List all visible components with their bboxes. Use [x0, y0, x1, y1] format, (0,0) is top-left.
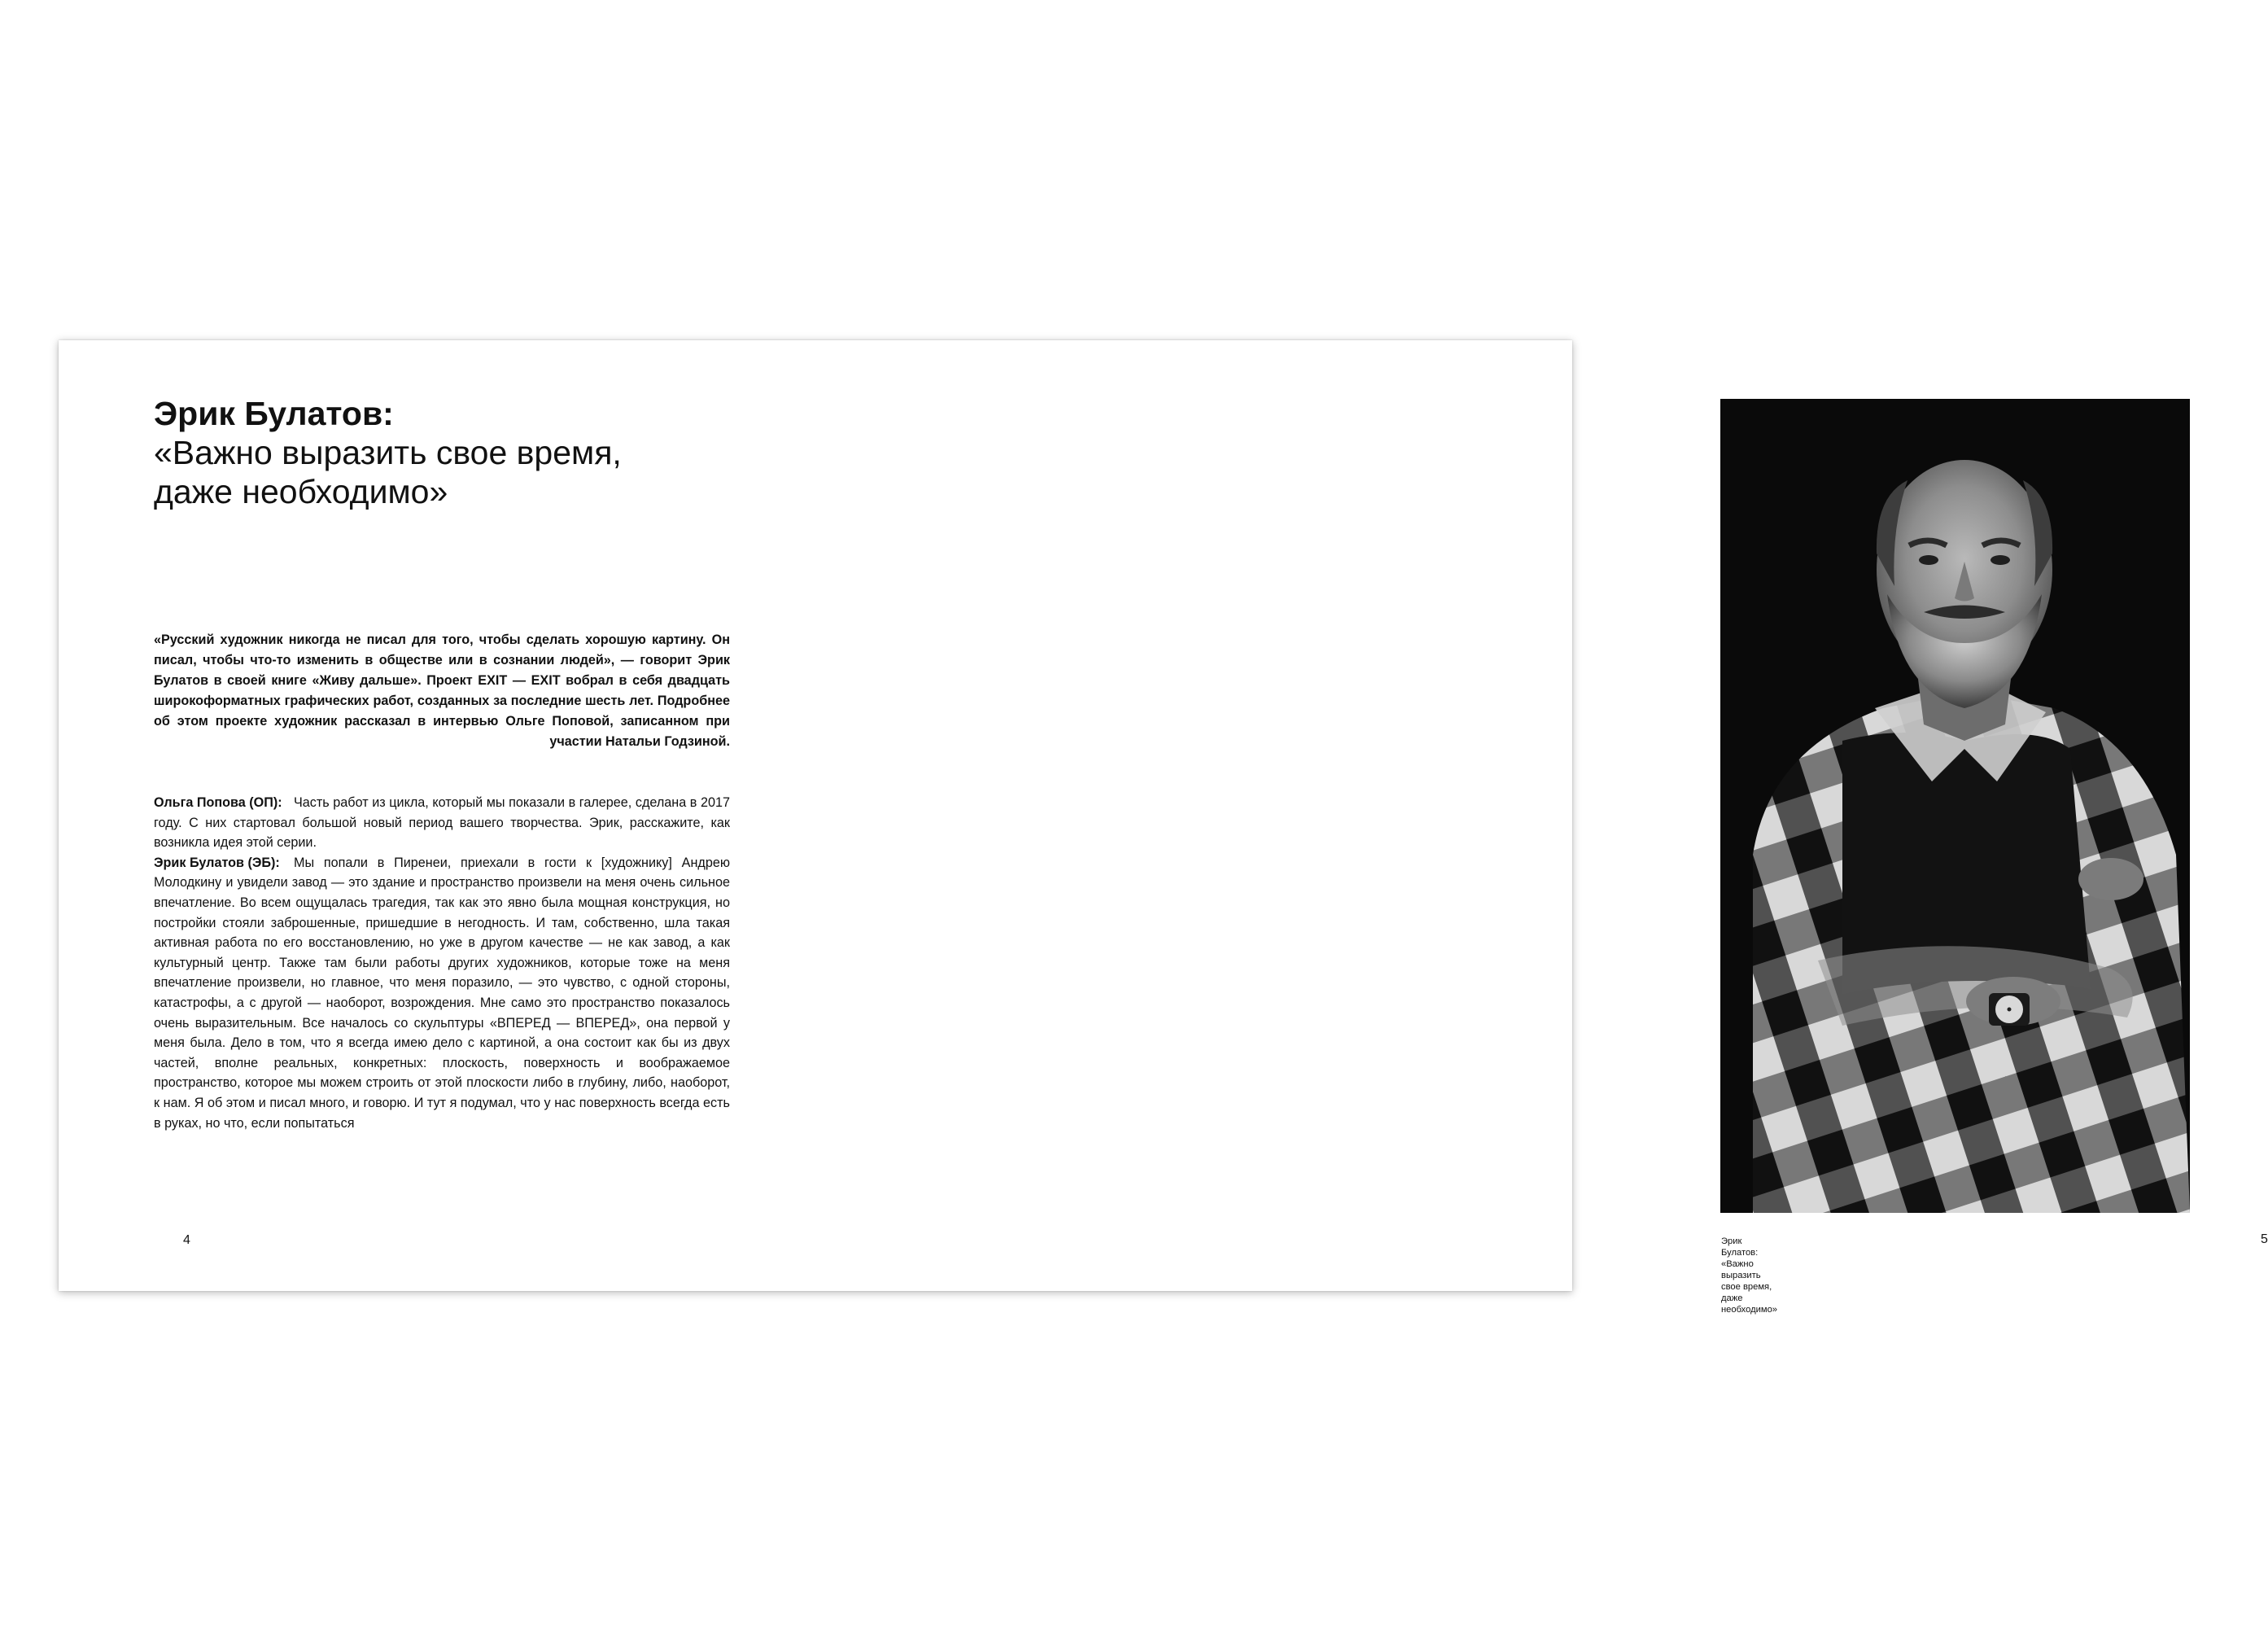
title-quote-line-1: «Важно выразить свое время, — [154, 434, 622, 471]
portrait-photo-icon — [1720, 399, 2190, 1213]
dialog-turn — [154, 793, 730, 853]
title-quote-line-2: даже необходимо» — [154, 473, 448, 510]
left-page — [59, 340, 815, 1291]
speech-text: Часть работ из цикла, который мы показали в галерее, сделана в 2017 году. С них стартовал большой новый период вашего творчества. Эрик, расскажите, как возникла идея этой серии. — [154, 795, 730, 851]
interview-dialog — [154, 793, 730, 1133]
lead-paragraph: «Русский художник никогда не писал для того, чтобы сделать хорошую картину. Он писал, чтобы что-то изменить в обществе или в сознании людей», — говорит Эрик Булатов в своей книге «Живу дальше». Проект EXIT — EXIT вобрал в себя двадцать широкоформатных графических работ, созданных за последние шесть лет. Подробнее об этом проекте художник рассказал в интервью Ольге Поповой, записанном при участии Натальи Годзиной. — [154, 632, 730, 749]
title-name: Эрик Булатов: — [154, 395, 394, 432]
dialog-turn — [154, 853, 730, 1133]
book-spread — [59, 340, 2268, 1315]
portrait-photo — [1720, 399, 2190, 1213]
page-number-left: 4 — [183, 1233, 190, 1247]
right-page — [815, 340, 2268, 1315]
speech-text: Мы попали в Пиренеи, приехали в гости к [художнику] Андрею Молодкину и увидели завод — это здание и пространство произвели на меня очень сильное впечатление. Во всем ощущалась трагедия, так как это явно была мощная конструкция, но постройки стояли заброшенные, пришедшие в негодность. И там, собственно, шла такая активная работа по его восстановлению, но уже в другом качестве — не как завод, а как культурный центр. Также там были работы других художников, которые тоже на меня впечатление произвели, но главное, что меня поразило, — это чувство, с одной стороны, катастрофы, а с другой — наоборот, возрождения. Мне само это пространство показалось очень выразительным. Все началось со скульптуры «ВПЕРЕД — ВПЕРЕД», она первой у меня была. Дело в том, что я всегда имею дело с картиной, а она состоит как бы из двух частей, вполне реальных, конкретных: плоскость, поверхность и воображаемое пространство, которое мы можем строить от этой плоскости либо в глубину, либо, наоборот, к нам. Я об этом и писал много, и говорю. И тут я подумал, что у нас поверхность всегда есть в руках, но что, если попытаться — [154, 855, 730, 1131]
page-title — [154, 394, 740, 511]
running-head: Эрик Булатов: «Важно выразить свое время, даже необходимо» — [1721, 1236, 1778, 1315]
page-number-right: 5 — [2261, 1232, 2268, 1246]
speaker-name: Эрик Булатов (ЭБ): — [154, 855, 280, 870]
speaker-name: Ольга Попова (ОП): — [154, 795, 282, 810]
